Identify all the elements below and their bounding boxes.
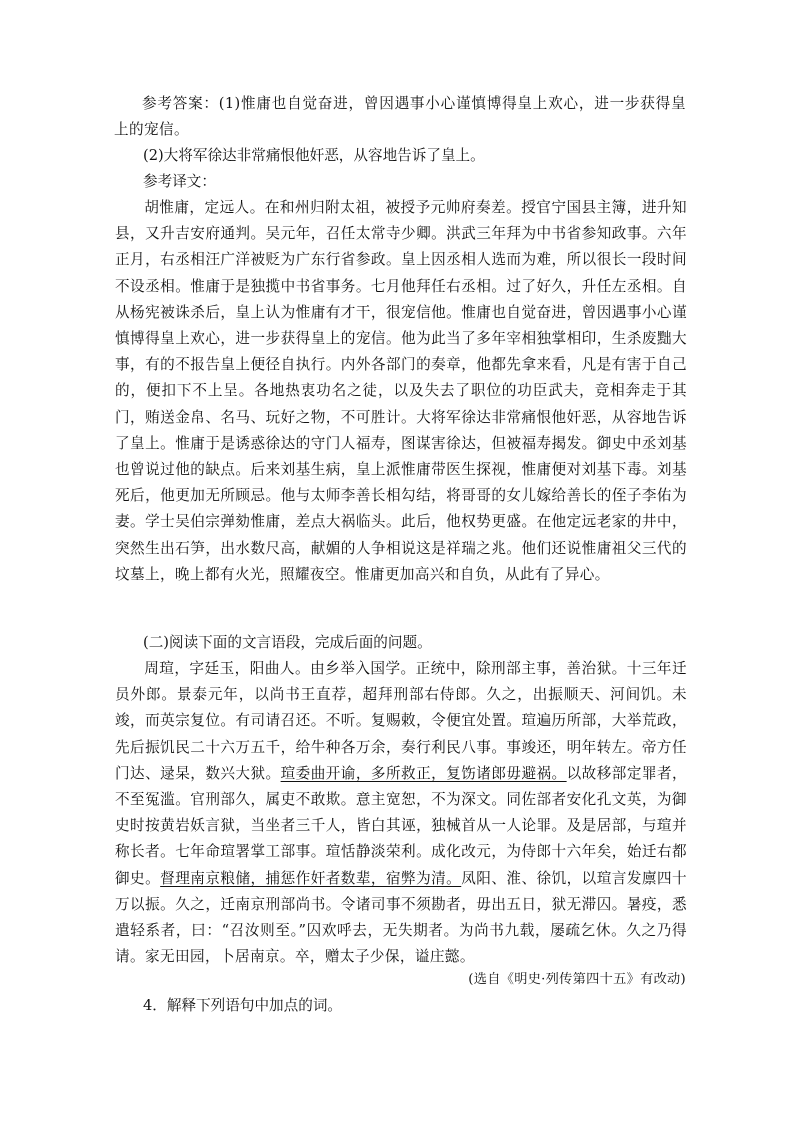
answer-part-2: (2)大将军徐达非常痛恨他奸恶，从容地告诉了皇上。 <box>143 147 485 164</box>
section-2-heading: (二)阅读下面的文言语段，完成后面的问题。 <box>143 634 432 651</box>
answer-part-1: 参考答案：(1)惟庸也自觉奋进，曾因遇事小心谨慎博得皇上欢心，进一步获得皇上的宠信。 <box>114 95 686 139</box>
passage-source: (选自《明史·列传第四十五》有改动) <box>468 972 686 987</box>
passage-part-c: 凤阳、淮、徐饥，以瑄言发廪四十万以振。久之，迁南京刑部尚书。令诸司事不须勘者，毋出五日，狱无滞囚。暑疫，悉遣轻系者，曰：“召汝则至。”囚欢呼去，无失期者。为尚书九载，屡疏乞休。久之乃得请。家无田园，卜居南京。卒，赠太子少保，谥庄懿。 <box>115 869 687 966</box>
translation-text: 胡惟庸，定远人。在和州归附太祖，被授予元帅府奏差。授官宁国县主簿，进升知县，又升吉安府通判。吴元年，召任太常寺少卿。洪武三年拜为中书省参知政事。六年正月，右丞相汪广洋被贬为广东行省参政。皇上因丞相人选而为难，所以很长一段时间不设丞相。惟庸于是独揽中书省事务。七月他拜任右丞相。过了好久，升任左丞相。自从杨宪被诛杀后，皇上认为惟庸有才干，很宠信他。惟庸也自觉奋进，曾因遇事小心谨慎博得皇上欢心，进一步获得皇上的宠信。他为此当了多年宰相独掌相印，生杀废黜大事，有的不报告皇上便径自执行。内外各部门的奏章，他都先拿来看，凡是有害于自己的，便扣下不上呈。各地热衷功名之徒，以及失去了职位的功臣武夫，竞相奔走于其门，贿送金帛、名马、玩好之物，不可胜计。大将军徐达非常痛恨他奸恶，从容地告诉了皇上。惟庸于是诱惑徐达的守门人福寿，图谋害徐达，但被福寿揭发。御史中丞刘基也曾说过他的缺点。后来刘基生病，皇上派惟庸带医生探视，惟庸便对刘基下毒。刘基死后，他更加无所顾忌。他与太师李善长相勾结，将哥哥的女儿嫁给善长的侄子李佑为妻。学士吴伯宗弹劾惟庸，差点大祸临头。此后，他权势更盛。在他定远老家的井中，突然生出石笋，出水数尺高，献媚的人争相说这是祥瑞之兆。他们还说惟庸祖父三代的坟墓上，晚上都有火光，照耀夜空。惟庸更加高兴和自负，从此有了异心。 <box>115 199 687 583</box>
translation-block <box>0 195 794 588</box>
passage-part-a: 周瑄，字廷玉，阳曲人。由乡举入国学。正统中，除刑部主事，善治狱。十三年迁员外郎。景泰元年，以尚书王直荐，超拜刑部右侍郎。久之，出振顺天、河间饥。未竣，而英宗复位。有司请召还。不听。复赐敕，令便宜处置。瑄遍历所部，大举荒政，先后振饥民二十六万五千，给牛种各万余，奏行利民八事。事竣还，明年转左。帝方任门达、逯杲，数兴大狱。 <box>115 660 687 782</box>
passage-part-b: 以故移部定罪者，不至冤滥。官刑部久，属吏不敢欺。意主宽恕，不为深文。同佐部者安化孔文英，为御史时按黄岩妖言狱，当坐者三千人，皆白其诬，独械首从一人论罪。及是居部，与瑄并称长者。七年命瑄署掌工部事。瑄恬静淡荣利。成化改元，为侍郎十六年矣，始迁右都御史。 <box>115 764 687 887</box>
question-4: 4．解释下列语句中加点的词。 <box>143 997 343 1014</box>
translation-label: 参考译文： <box>143 173 216 190</box>
reference-answer-block <box>0 91 794 190</box>
classical-passage-block <box>0 656 794 970</box>
underlined-sentence-1: 瑄委曲开谕，多所救正，复饬诸郎毋避祸。 <box>280 764 567 782</box>
underlined-sentence-2: 督理南京粮储，捕惩作奸者数辈，宿弊为清。 <box>160 869 462 887</box>
classical-passage <box>0 656 794 970</box>
